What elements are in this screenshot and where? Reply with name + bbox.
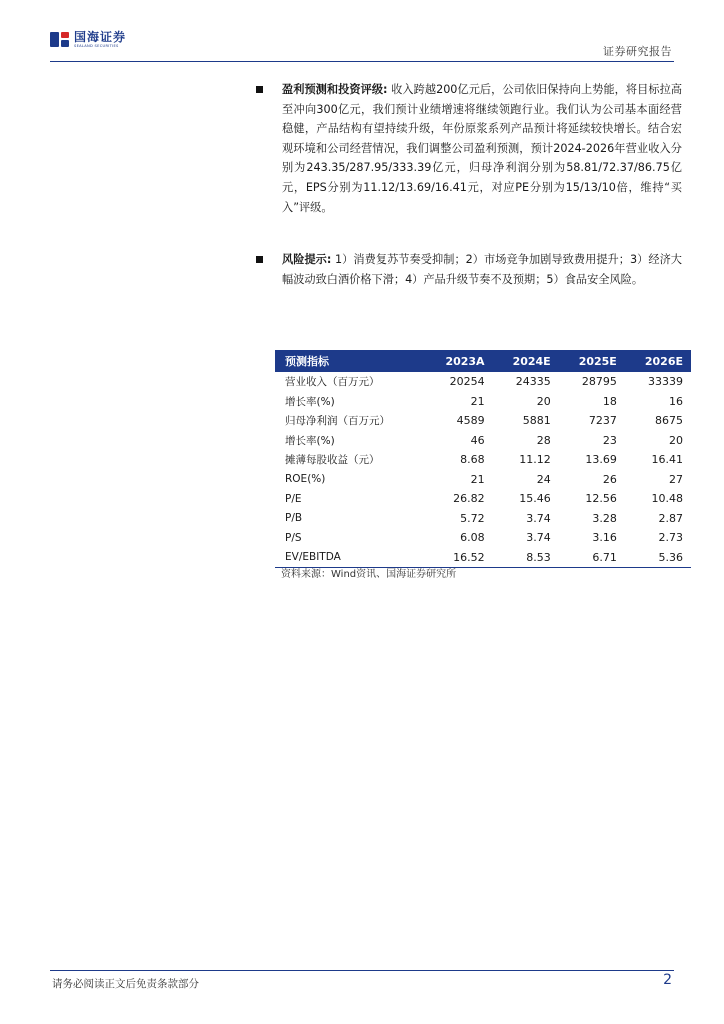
table-source-note: 资料来源：Wind资讯、国海证券研究所: [281, 569, 457, 580]
metric-label-cell: P/B: [285, 512, 303, 525]
metric-value-cell: 5881: [522, 414, 551, 428]
bullet-text: 1）消费复苏节奏受抑制；2）市场竞争加剧导致费用提升；3）经济大幅波动致白酒价格下滑；4）产品升级节奏不及预期；5）食品安全风险。: [282, 253, 682, 286]
earnings-forecast-bullet: [282, 80, 682, 217]
table-row: [275, 509, 691, 529]
page-number: 2: [663, 972, 672, 988]
metric-label-cell: 营业收入（百万元）: [285, 376, 380, 389]
table-header-row: [275, 350, 691, 372]
metric-value-cell: 28795: [581, 375, 617, 389]
metric-value-cell: 6.08: [460, 531, 485, 545]
table-row: [275, 392, 691, 412]
metric-value-cell: 3.74: [526, 511, 551, 525]
metric-value-cell: 24: [536, 472, 551, 486]
table-row: [275, 528, 691, 548]
metric-value-cell: 46: [470, 433, 485, 447]
metric-value-cell: 8.53: [493, 548, 559, 568]
footer-disclaimer: 请务必阅读正文后免责条款部分: [52, 978, 199, 990]
metric-value-cell: 16.52: [425, 548, 492, 568]
metric-label-cell: P/E: [285, 492, 302, 505]
metric-value-cell: 21: [470, 394, 485, 408]
page-header: [0, 0, 724, 62]
metric-value-cell: 2.73: [658, 531, 683, 545]
table-header-cell: 2024E: [493, 350, 559, 372]
metric-label-cell: 增长率(%): [285, 395, 335, 408]
metric-label-cell: 增长率(%): [285, 434, 335, 447]
metric-value-cell: 8675: [655, 414, 683, 428]
metric-label-cell: ROE(%): [285, 473, 326, 486]
logo-name-en: SEALAND SECURITIES: [74, 44, 119, 49]
table-row: [275, 411, 691, 431]
metric-value-cell: 13.69: [585, 453, 617, 467]
table-header-cell: 2025E: [559, 350, 625, 372]
bullet-text: 收入跨越200亿元后，公司依旧保持向上势能，将目标拉高至冲向300亿元，我们预计业绩增速将继续领跑行业。我们认为公司基本面经营稳健，产品结构有望持续升级，年份原浆系列产品预计将延续较快增长。结合宏观环境和公司经营情况，我们调整公司盈利预测，预计2024-2026年营业收入分别为243.35/287.95/333.39亿元，归母净利润分别为58.81/72.37/86.75亿元，EPS分别为11.12/13.69/16.41元，对应PE分别为15/13/10倍，维持“买入”评级。: [282, 83, 683, 214]
metric-value-cell: 28: [536, 433, 551, 447]
bullet-square-icon: [256, 86, 263, 93]
metric-value-cell: 3.74: [526, 531, 551, 545]
table-row: [275, 470, 691, 490]
metric-value-cell: 16: [669, 394, 683, 408]
bullet-square-icon: [256, 256, 263, 263]
metric-value-cell: 27: [669, 472, 683, 486]
metric-label-cell: P/S: [285, 531, 302, 544]
metric-value-cell: 2.87: [658, 511, 683, 525]
bullet-heading: 盈利预测和投资评级:: [282, 83, 388, 96]
metric-value-cell: 24335: [515, 375, 551, 389]
footer-divider: [50, 970, 674, 971]
metric-value-cell: 7237: [588, 414, 617, 428]
metric-value-cell: 16.41: [651, 453, 683, 467]
metric-value-cell: 8.68: [460, 453, 485, 467]
bullet-heading: 风险提示:: [282, 253, 332, 266]
metric-value-cell: 3.28: [592, 511, 617, 525]
metric-value-cell: 20: [536, 394, 551, 408]
metric-value-cell: 6.71: [559, 548, 625, 568]
logo-name-cn: 国海证券: [74, 30, 127, 45]
company-logo: [50, 31, 126, 49]
metric-value-cell: 15.46: [519, 492, 551, 506]
forecast-table: [275, 350, 691, 568]
metric-value-cell: 4589: [456, 414, 485, 428]
table-row: [275, 431, 691, 451]
metric-value-cell: 12.56: [585, 492, 617, 506]
metric-value-cell: 18: [602, 394, 617, 408]
metric-value-cell: 20254: [449, 375, 485, 389]
table-header-cell: 2023A: [425, 350, 492, 372]
metric-value-cell: 11.12: [519, 453, 551, 467]
metric-value-cell: 33339: [648, 375, 683, 389]
logo-mark-icon: [50, 31, 70, 49]
metric-value-cell: 5.72: [460, 511, 485, 525]
risk-warning-bullet: [282, 250, 682, 289]
metric-value-cell: 26.82: [453, 492, 485, 506]
metric-label-cell: EV/EBITDA: [275, 548, 425, 568]
metric-label-cell: 归母净利润（百万元）: [285, 415, 390, 428]
metric-value-cell: 3.16: [592, 531, 617, 545]
metric-value-cell: 26: [602, 472, 617, 486]
metric-value-cell: 10.48: [651, 492, 683, 506]
table-header-cell: 预测指标: [275, 350, 425, 372]
metric-value-cell: 20: [669, 433, 683, 447]
table-row: [275, 489, 691, 509]
metric-value-cell: 5.36: [625, 548, 691, 568]
table-row: [275, 450, 691, 470]
metric-value-cell: 23: [602, 433, 617, 447]
metric-label-cell: 摊薄每股收益（元）: [285, 454, 380, 467]
report-type-title: 证券研究报告: [603, 45, 672, 58]
header-divider: [50, 61, 674, 62]
metric-value-cell: 21: [470, 472, 485, 486]
table-row: [275, 372, 691, 392]
table-header-cell: 2026E: [625, 350, 691, 372]
